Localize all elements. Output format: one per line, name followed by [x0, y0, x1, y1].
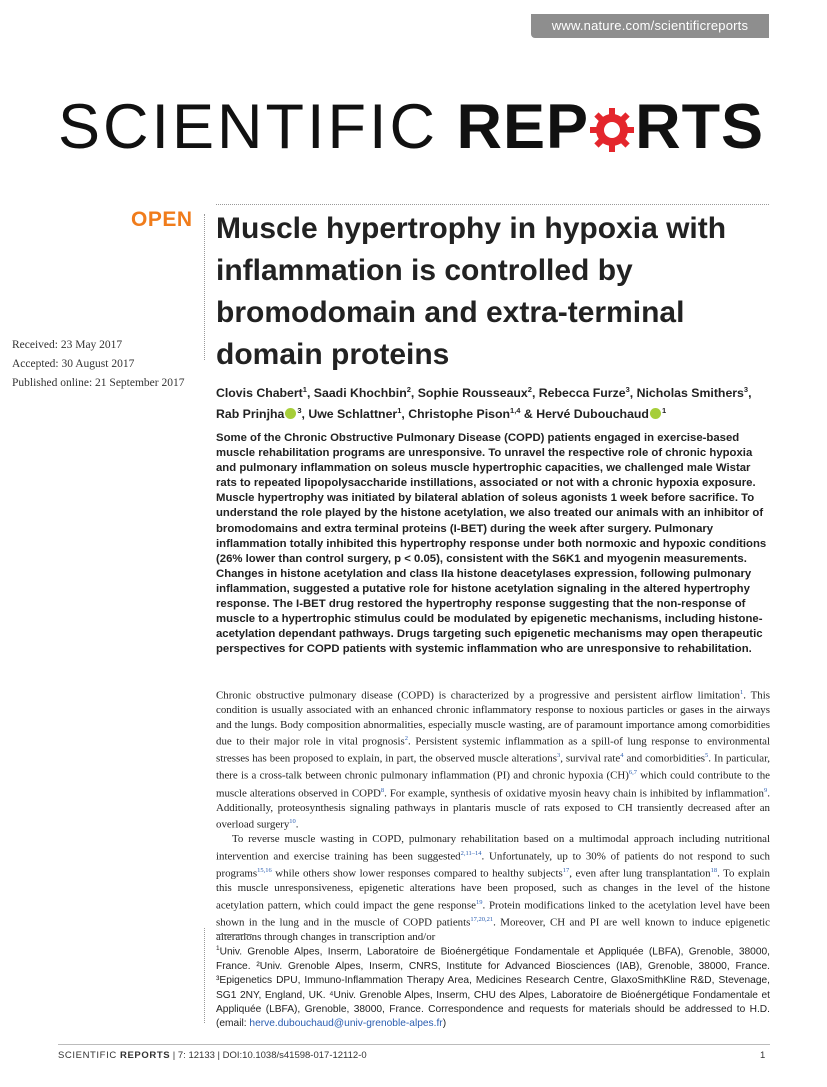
footer-journal: SCIENTIFIC REPORTS: [58, 1050, 171, 1061]
published-date: Published online: 21 September 2017: [12, 377, 185, 389]
citation[interactable]: 17: [562, 866, 570, 874]
body-paragraph-1: Chronic obstructive pulmonary disease (COPD) is characterized by a progressive and persistent airflow limitation$^1$. This condition is usually associated with an enhanced chronic inflammatory response to noxious particles or gases in the airways and the lungs. Body composition abnormalities, especially muscle wasting, are of paramount importance among comorbidities due to their major role in vital prognosis$^2$. Persistent systemic inflammation as a spill-of lung response to environmental stresses has been proposed to explain, in part, the observed muscle alterations$^3$, survival rate$^4$ and comorbidities$^5$. In particular, there is a cross-talk between chronic pulmonary inflammation (PI) and chronic hypoxia (CH)$^{6,7}$ which could contribute to the muscle alterations observed in COPD$^8$. For example, synthesis of oxidative myosin heavy chain is inhibited by inflammation$^9$. Additionally, proteosynthesis signaling pathways in plantaris muscle of rats exposed to CH transiently decreased after an overload surgery$^{10}$.: [216, 689, 771, 831]
author[interactable]: Uwe Schlattner$^1$: [308, 406, 402, 422]
author[interactable]: Rab Prinjha $^3$: [216, 406, 302, 422]
footnote-side-rule: [204, 928, 205, 1023]
author-list: Clovis Chabert$^1$, Saadi Khochbin$^2$, Sophie Rousseaux$^2$, Rebecca Furze$^3$, Nicholas Smithers$^3$, Rab Prinjha $^3$, Uwe Schlattner$^1$, Christophe Pison$^{1,4}$ & Hervé Dubouchaud $^1$: [216, 385, 752, 422]
citation[interactable]: 17,20,21: [470, 915, 494, 923]
citation[interactable]: 5: [705, 752, 709, 760]
citation[interactable]: 2: [404, 735, 409, 743]
abstract: Some of the Chronic Obstructive Pulmonary Disease (COPD) patients engaged in exercise-based muscle rehabilitation programs are unresponsive. To unravel the respective role of chronic hypoxia and pulmonary inflammation on soleus muscle hypertrophic capacities, we challenged male Wistar rats to repeated lipopolysaccharide instillations, associated or not with a chronic hypoxia exposure. Muscle hypertrophy was initiated by bilateral ablation of soleus agonists 1 week before sacrifice. To understand the role played by the histone acetylation, we also treated our animals with an inhibitor of bromodomains and extra terminal proteins (I-BET) during the week after surgery. Pulmonary inflammation totally inhibited this hypertrophy response under both normoxic and hypoxic conditions (26% lower than control surgery, p < 0.05), consistent with the S6K1 and myogenin measurements. Changes in histone acetylation and class IIa histone deacetylases expression, following pulmonary inflammation, suggested a putative role for histone acetylation signaling in the altered hypertrophy response. The I-BET drug restored the hypertrophy response suggesting that the non-response of muscle to a hypertrophic stimulus could be modulated by epigenetic mechanisms, including histone-acetylation dependant pathways. Drugs targeting such epigenetic mechanisms may open therapeutic perspectives for COPD patients with systemic inflammation who are unresponsive to rehabilitation.: [216, 432, 767, 656]
author[interactable]: Nicholas Smithers$^3$: [636, 385, 749, 401]
citation[interactable]: 15,16: [257, 866, 272, 874]
journal-url-tab[interactable]: [531, 14, 769, 38]
citation[interactable]: 9: [764, 786, 768, 794]
article-dates: [12, 336, 184, 393]
citation[interactable]: 4: [620, 752, 624, 760]
orcid-icon[interactable]: [285, 408, 296, 419]
masthead-light: SCIENTIFIC: [58, 92, 439, 162]
title-top-rule: [216, 204, 769, 205]
author[interactable]: Rebecca Furze$^3$: [538, 385, 630, 401]
body-text: [216, 686, 770, 944]
citation[interactable]: 3: [556, 752, 561, 760]
orcid-icon[interactable]: [650, 408, 661, 419]
citation[interactable]: 8: [380, 786, 385, 794]
citation[interactable]: 6,7: [628, 769, 637, 777]
received-date: Received: 23 May 2017: [12, 339, 123, 351]
footer-citation: | 7: 12133 | DOI:10.1038/s41598-017-12112-0: [170, 1050, 367, 1061]
affiliations-footnote: $^1$Univ. Grenoble Alpes, Inserm, Laboratoire de Bioénergétique Fondamentale et Appliquée (LBFA), Grenoble, 38000, France. ²Univ. Grenoble Alpes, Inserm, CNRS, Institute for Advanced Biosciences (IAB), Grenoble, 38000, France. ³Epigenetics DPU, Immuno-Inflammation Therapy Area, Medicines Research Centre, GlaxoSmithKline R&D, Stevenage, SG1 2NY, England, UK. ⁴Univ. Grenoble Alpes, Inserm, CHU des Alpes, Laboratoire de Bioénergétique Fondamentale et Appliquée (LBFA), Grenoble, 38000, France. Correspondence and requests for materials should be addressed to H.D. (email: herve.dubouchaud@univ-grenoble-alpes.fr): [216, 945, 770, 1030]
masthead-bold-a: REP: [456, 92, 590, 162]
author[interactable]: Clovis Chabert$^1$: [216, 385, 307, 401]
journal-masthead: [58, 92, 770, 162]
author[interactable]: Christophe Pison$^{1,4}$: [408, 406, 521, 422]
gear-o-icon: [590, 96, 634, 144]
citation[interactable]: 2,11–14: [460, 849, 482, 857]
masthead-bold-b: RTS: [635, 92, 765, 162]
page-footer: [58, 1050, 367, 1061]
citation[interactable]: 10: [289, 818, 296, 826]
footer-rule: [58, 1044, 770, 1045]
journal-url[interactable]: www.nature.com/scientificreports: [551, 18, 749, 33]
citation[interactable]: 19: [475, 898, 483, 906]
body-paragraph-2: To reverse muscle wasting in COPD, pulmonary rehabilitation based on a multimodal approach including nutritional intervention and exercise training has been suggested$^{2,11-14}$. Unfortunately, up to 30% of patients do not respond to such programs$^{15,16}$ while others show lower responses compared to healthy subjects$^{17}$, even after lung transplantation$^{18}$. To explain this muscle unresponsiveness, epigenetic alterations have been proposed, such as changes in the level of the histone acetylation pattern, which could impact the gene response$^{19}$. Protein modifications linked to the acetylation level have been shown in the lung and in the muscle of COPD patients$^{17,20,21}$. Moreover, CH and PI are well known to induce epigenetic alterations through changes in transcription and/or: [216, 833, 770, 943]
citation[interactable]: 18: [710, 866, 718, 874]
open-access-label: OPEN: [131, 208, 193, 231]
open-side-rule: [204, 214, 205, 360]
author[interactable]: Saadi Khochbin$^2$: [313, 385, 411, 401]
correspondence-email-link[interactable]: herve.dubouchaud@univ-grenoble-alpes.fr: [249, 1018, 443, 1030]
footnote-rule: [216, 934, 252, 935]
article-title: Muscle hypertrophy in hypoxia with inflammation is controlled by bromodomain and extra-terminal domain proteins: [216, 212, 727, 371]
citation[interactable]: 1: [740, 689, 744, 696]
author[interactable]: Hervé Dubouchaud $^1$: [536, 406, 667, 422]
page-number: 1: [760, 1050, 766, 1061]
accepted-date: Accepted: 30 August 2017: [12, 358, 135, 370]
author[interactable]: Sophie Rousseaux$^2$: [417, 385, 532, 401]
